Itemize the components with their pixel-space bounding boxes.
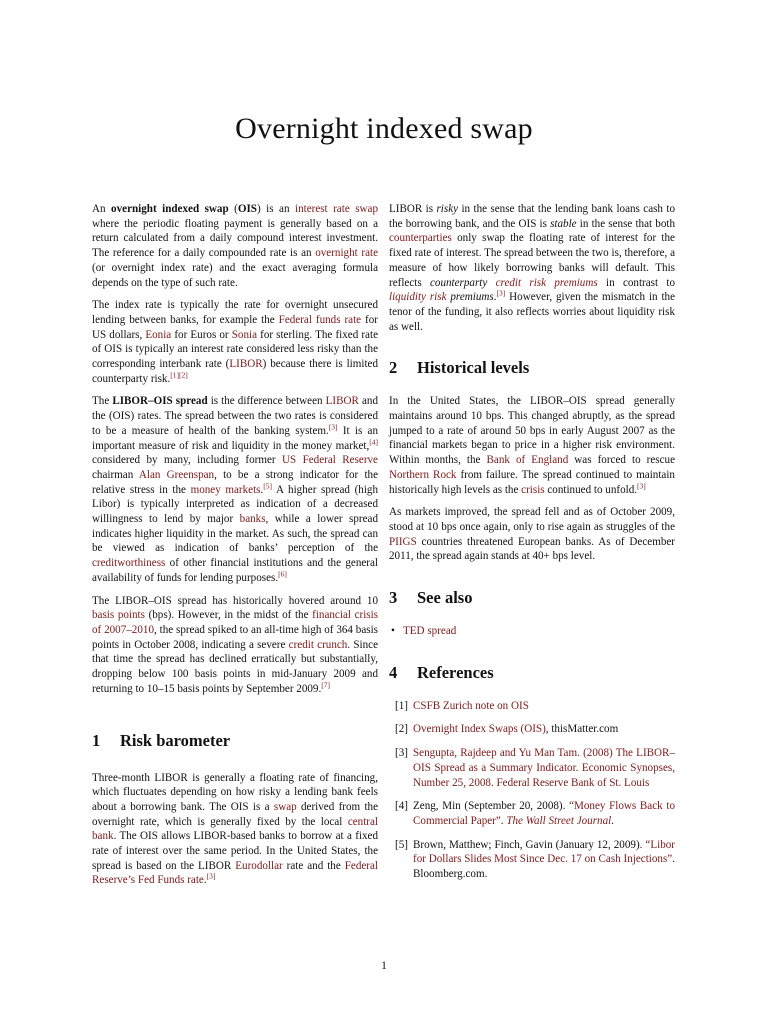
link-credit-crunch[interactable]: credit crunch bbox=[288, 638, 348, 651]
link-counterparties[interactable]: counterparties bbox=[389, 232, 452, 245]
page-number: 1 bbox=[381, 960, 387, 972]
link-eurodollar[interactable]: Eurodollar bbox=[235, 859, 283, 872]
page-title: Overnight indexed swap bbox=[235, 112, 533, 145]
index-rate-paragraph: The index rate is typically the rate for overnight unsecured lending between banks, for example the Federal funds rate for US dollars, Eonia for Euros or Sonia for sterling. The fixed rate of OIS is typically an interest rate considered less risky than the corresponding interbank rate (LIBOR) because there is limited counterparty risk.[1][2] bbox=[92, 299, 378, 385]
reference-item: [4] Zeng, Min (September 20, 2008). “Money Flows Back to Commercial Paper”. The Wall Street Journal. bbox=[395, 800, 675, 827]
spread-paragraph: The LIBOR–OIS spread is the difference between LIBOR and the (OIS) rates. The spread between the two rates is considered to be a measure of health of the banking system.[3] It is an important measure of risk and liquidity in the money market,[4] considered by many, including former US Federal Reserve chairman Alan Greenspan, to be a strong indicator for the relative stress in the money markets.[5] A higher spread (high Libor) is typically interpreted as indication of a decreased willingness to lend by major banks, while a lower spread indicates higher liquidity in the market. As such, the spread can be viewed as indication of banks’ perception of the creditworthiness of other financial institutions and the general availability of funds for lending purposes.[6] bbox=[92, 395, 379, 584]
section-heading-see-also: 3 See also bbox=[389, 588, 473, 608]
reference-item: [2] Overnight Index Swaps (OIS), thisMatter.com bbox=[395, 723, 619, 736]
link-piigs[interactable]: PIIGS bbox=[389, 535, 417, 548]
link-money-markets[interactable]: money markets bbox=[190, 483, 261, 496]
citation-link[interactable]: [3] bbox=[328, 422, 338, 432]
citation-link[interactable]: [3] bbox=[637, 480, 646, 490]
historical-paragraph: In the United States, the LIBOR–OIS spread generally maintains around 10 bps. This changed abruptly, as the spread jumped to a rate of around 50 bps in early August 2007 as the financial markets began to price in a higher risk environment. Within months, the Bank of England was forced to rescue Northern Rock from failure. The spread continued to maintain historically high levels as the crisis continued to unfold.[3] bbox=[389, 395, 675, 496]
link-northern-rock[interactable]: Northern Rock bbox=[389, 468, 457, 481]
citation-link[interactable]: [3] bbox=[206, 871, 216, 881]
reference-item: [1] CSFB Zurich note on OIS bbox=[395, 699, 529, 712]
term-bold: OIS bbox=[237, 203, 257, 215]
link-liquidity-risk[interactable]: liquidity risk bbox=[389, 291, 447, 304]
section-heading-risk-barometer: 1 Risk barometer bbox=[92, 730, 231, 750]
link-swap[interactable]: swap bbox=[273, 800, 297, 813]
link-basis-points[interactable]: basis points bbox=[92, 609, 145, 622]
reference-link[interactable]: “Libor for Dollars Slides Most Since Dec. 17 on Cash Injections” bbox=[413, 838, 675, 866]
term-bold: overnight indexed swap bbox=[111, 203, 229, 215]
link-central-bank[interactable]: central bank bbox=[92, 815, 378, 843]
reference-link[interactable]: Overnight Index Swaps (OIS) bbox=[413, 723, 546, 736]
link-ted-spread[interactable]: TED spread bbox=[403, 625, 457, 638]
link-fed-funds-rate[interactable]: Federal Reserve’s Fed Funds rate bbox=[92, 859, 378, 887]
link-eonia[interactable]: Eonia bbox=[145, 328, 172, 341]
link-banks[interactable]: banks bbox=[239, 513, 266, 526]
reference-link[interactable]: CSFB Zurich note on OIS bbox=[413, 699, 529, 712]
link-creditworthiness[interactable]: creditworthiness bbox=[92, 557, 166, 570]
link-bank-of-england[interactable]: Bank of England bbox=[486, 454, 569, 467]
citation-link[interactable]: [5] bbox=[263, 480, 273, 490]
history-paragraph: The LIBOR–OIS spread has historically hovered around 10 basis points (bps). However, in the midst of the financial crisis of 2007–2010, the spread spiked to an all-time high of 364 basis points in October 2008, indicating a severe credit crunch. Since that time the spread has declined erratically but substantially, dropping below 100 basis points in mid-January 2009 and returning to 10–15 basis points by September 2009.[7] bbox=[92, 594, 378, 695]
citation-link[interactable]: [1] bbox=[170, 370, 179, 380]
link-libor[interactable]: LIBOR bbox=[325, 395, 359, 408]
section-heading-references: 4 References bbox=[389, 662, 494, 682]
link-interest-rate-swap[interactable]: interest rate swap bbox=[294, 203, 379, 215]
reference-link[interactable]: Sengupta, Rajdeep and Yu Man Tam. (2008) The LIBOR–OIS Spread as a Summary Indicator. Economic Synopses, Number 25, 2008. Federal Reserve Bank of St. Louis bbox=[413, 747, 675, 789]
link-alan-greenspan[interactable]: Alan Greenspan bbox=[138, 468, 215, 481]
link-sonia[interactable]: Sonia bbox=[231, 328, 258, 341]
risk-barometer-paragraph: Three-month LIBOR is generally a floating rate of financing, which fluctuates depending on how risky a lending bank feels about a borrowing bank. The OIS is a swap derived from the overnight rate, which is generally fixed by the local central bank. The OIS allows LIBOR-based banks to borrow at a fixed rate of interest over the same period. In the United States, the spread is based on the LIBOR Eurodollar rate and the Federal Reserve’s Fed Funds rate.[3] bbox=[92, 771, 379, 887]
right-column bbox=[389, 202, 675, 891]
link-overnight-rate[interactable]: overnight rate bbox=[315, 247, 378, 260]
section-heading-historical-levels: 2 Historical levels bbox=[389, 358, 530, 378]
citation-link[interactable]: [7] bbox=[321, 680, 330, 690]
link-federal-funds-rate[interactable]: Federal funds rate bbox=[278, 313, 362, 326]
intro-paragraph: An overnight indexed swap (OIS) is an interest rate swap where the periodic floating payment is generally based on a return calculated from a daily compound interest investment. The reference for a daily compounded rate is an overnight rate (or overnight index rate) and the exact averaging formula depends on the type of such rate. bbox=[92, 203, 379, 289]
reference-link[interactable]: “Money Flows Back to Commercial Paper” bbox=[413, 800, 675, 827]
link-credit-risk-premiums[interactable]: credit risk premiums bbox=[495, 276, 598, 289]
citation-link[interactable]: [4] bbox=[369, 436, 378, 446]
citation-link[interactable]: [2] bbox=[179, 370, 188, 380]
risk-continued-paragraph: LIBOR is risky in the sense that the lending bank loans cash to the borrowing bank, and the OIS is stable in the sense that both counterparties only swap the floating rate of interest for the fixed rate of interest. The spread between the two is, therefore, a measure of how likely borrowing banks will default. This reflects counterparty credit risk premiums in contrast to liquidity risk premiums.[3] However, given the mismatch in the tenor of the funding, it also reflects worries about liquidity risk as well. bbox=[389, 203, 676, 333]
citation-link[interactable]: [3] bbox=[496, 288, 506, 298]
link-us-federal-reserve[interactable]: US Federal Reserve bbox=[281, 454, 378, 467]
references-list bbox=[389, 699, 675, 882]
list-item bbox=[403, 624, 675, 639]
see-also-list bbox=[389, 624, 675, 639]
link-libor[interactable]: LIBOR bbox=[229, 358, 263, 371]
reference-item: [5] Brown, Matthew; Finch, Gavin (January 12, 2009). “Libor for Dollars Slides Most Since Dec. 17 on Cash Injections”. Bloomberg.com. bbox=[395, 838, 675, 881]
left-column bbox=[92, 202, 378, 896]
reference-item: [3] Sengupta, Rajdeep and Yu Man Tam. (2008) The LIBOR–OIS Spread as a Summary Indicator. Economic Synopses, Number 25, 2008. Federal Reserve Bank of St. Louis bbox=[395, 747, 675, 789]
markets-improved-paragraph: As markets improved, the spread fell and as of October 2009, stood at 10 bps once again, only to rise again as struggles of the PIIGS countries threatened European banks. As of December 2011, the spread again stands at 40+ bps level. bbox=[389, 506, 675, 563]
citation-link[interactable]: [6] bbox=[278, 569, 287, 579]
link-crisis[interactable]: crisis bbox=[521, 483, 545, 496]
link-financial-crisis[interactable]: financial crisis of 2007–2010 bbox=[92, 609, 378, 636]
term-bold: LIBOR–OIS spread bbox=[112, 395, 208, 408]
